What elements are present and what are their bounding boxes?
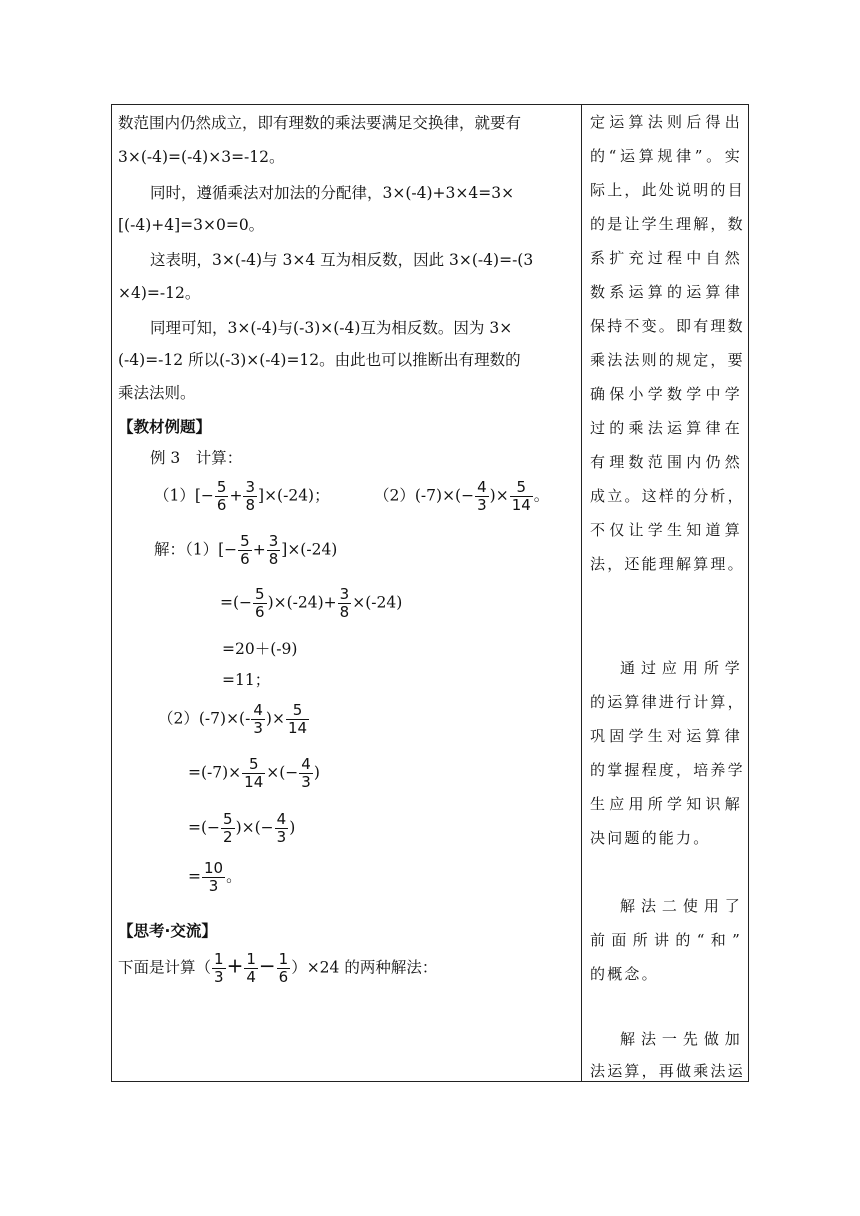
example-question-2: （2）(-7)×(− $\frac{4}{3}$ )× $\frac{5}{14}$ 。 — [374, 478, 550, 514]
solution-1-line: 解：（1）[− $\frac{5}{6}$ + $\frac{3}{8}$ ]×(-24) — [154, 532, 338, 568]
fraction: $\frac{4}{3}$ — [301, 755, 311, 791]
column-divider — [581, 105, 582, 1081]
solution-2-step: =(-7)× $\frac{5}{14}$ ×(− $\frac{4}{3}$ ) — [188, 755, 320, 791]
fraction: $\frac{5}{6}$ — [255, 585, 265, 621]
fraction: $\frac{5}{6}$ — [240, 532, 250, 568]
text-line: 同理可知，3×(-4)与(-3)×(-4)互为相反数。因为 3× — [150, 319, 513, 337]
note-line: 的是让学生理解，数 — [590, 215, 745, 233]
note-line: 不仅让学生知道算 — [590, 521, 742, 539]
fraction: $\frac{3}{8}$ — [245, 478, 256, 514]
lesson-table — [111, 104, 749, 1082]
solution-2-line: （2）(-7)×(- $\frac{4}{3}$ )× $\frac{5}{14}$ — [158, 701, 308, 737]
fraction: $\frac{5}{14}$ — [511, 478, 531, 514]
note-line: 生应用所学知识解 — [590, 795, 742, 813]
think-prompt: 下面是计算（ $\frac{1}{3}$ + $\frac{1}{4}$ − $\frac{1}{6}$ ）×24 的两种解法： — [118, 950, 438, 986]
text-line: 乘法法则。 — [118, 384, 196, 402]
fraction: $\frac{4}{3}$ — [253, 701, 263, 737]
solution-1-step: =(− $\frac{5}{6}$ )×(-24)+ $\frac{3}{8}$ ×(-24) — [220, 585, 403, 621]
text-line: 这表明，3×(-4)与 3×4 互为相反数，因此 3×(-4)=-(3 — [150, 251, 534, 269]
fraction: $\frac{1}{6}$ — [278, 950, 289, 986]
solution-1-step: =11； — [222, 671, 271, 689]
fraction: $\frac{3}{8}$ — [339, 585, 350, 621]
fraction: $\frac{3}{8}$ — [268, 532, 279, 568]
fraction: $\frac{5}{14}$ — [287, 701, 308, 737]
note-line: 定运算法则后得出 — [590, 113, 742, 131]
solution-2-step: =(− $\frac{5}{2}$ )×(− $\frac{4}{3}$ ) — [188, 810, 296, 846]
fraction: $\frac{5}{6}$ — [216, 478, 227, 514]
section-heading-examples: 【教材例题】 — [118, 418, 212, 436]
note-line: 通过应用所学 — [620, 659, 742, 677]
note-line: 成立。这样的分析， — [590, 487, 745, 505]
example-title: 例 3 计算： — [150, 449, 243, 467]
solution-1-step: =20＋(-9) — [222, 640, 298, 658]
section-heading-think: 【思考·交流】 — [118, 922, 217, 940]
text-line: ×4)=-12。 — [118, 284, 201, 302]
note-line: 前面所讲的“和” — [590, 931, 742, 949]
note-line: 有理数范围内仍然 — [590, 453, 742, 471]
note-line: 解法一先做加 — [620, 1030, 742, 1048]
note-line: 的掌握程度，培养学 — [590, 761, 745, 779]
note-line: 法，还能理解算理。 — [590, 555, 745, 573]
fraction: $\frac{1}{4}$ — [246, 950, 256, 986]
note-line: 法运算，再做乘法运 — [590, 1062, 745, 1080]
note-line: 决问题的能力。 — [590, 829, 711, 847]
note-line: 保持不变。即有理数 — [590, 317, 745, 335]
note-line: 解法二使用了 — [620, 897, 742, 915]
fraction: $\frac{4}{3}$ — [477, 478, 487, 514]
note-line: 系扩充过程中自然 — [590, 249, 742, 267]
solution-2-result: = $\frac{10}{3}$ 。 — [188, 859, 242, 895]
text-line: 数范围内仍然成立，即有理数的乘法要满足交换律，就要有 — [118, 114, 522, 132]
note-line: 的运算律进行计算， — [590, 693, 745, 711]
text-line: (-4)=-12 所以(-3)×(-4)=12。由此也可以推断出有理数的 — [118, 351, 521, 369]
fraction: $\frac{5}{14}$ — [244, 755, 264, 791]
fraction: $\frac{5}{2}$ — [223, 810, 233, 846]
text-line: [(-4)+4]=3×0=0。 — [118, 216, 265, 234]
text-line: 3×(-4)=(-4)×3=-12。 — [118, 148, 285, 166]
note-line: 的概念。 — [590, 965, 659, 983]
note-line: 巩固学生对运算律 — [590, 727, 742, 745]
fraction: $\frac{1}{3}$ — [214, 950, 224, 986]
note-line: 乘法法则的规定，要 — [590, 351, 745, 369]
note-line: 确保小学数学中学 — [590, 385, 742, 403]
note-line: 过的乘法运算律在 — [590, 419, 742, 437]
example-question-1: （1）[− $\frac{5}{6}$ + $\frac{3}{8}$ ]×(-24)； — [154, 478, 330, 514]
text-line: 同时，遵循乘法对加法的分配律，3×(-4)+3×4=3× — [150, 184, 515, 202]
note-line: 际上，此处说明的目 — [590, 181, 745, 199]
note-line: 数系运算的运算律 — [590, 283, 742, 301]
fraction: $\frac{10}{3}$ — [204, 859, 224, 895]
fraction: $\frac{4}{3}$ — [276, 810, 287, 846]
note-line: 的“运算规律”。实 — [590, 147, 742, 165]
